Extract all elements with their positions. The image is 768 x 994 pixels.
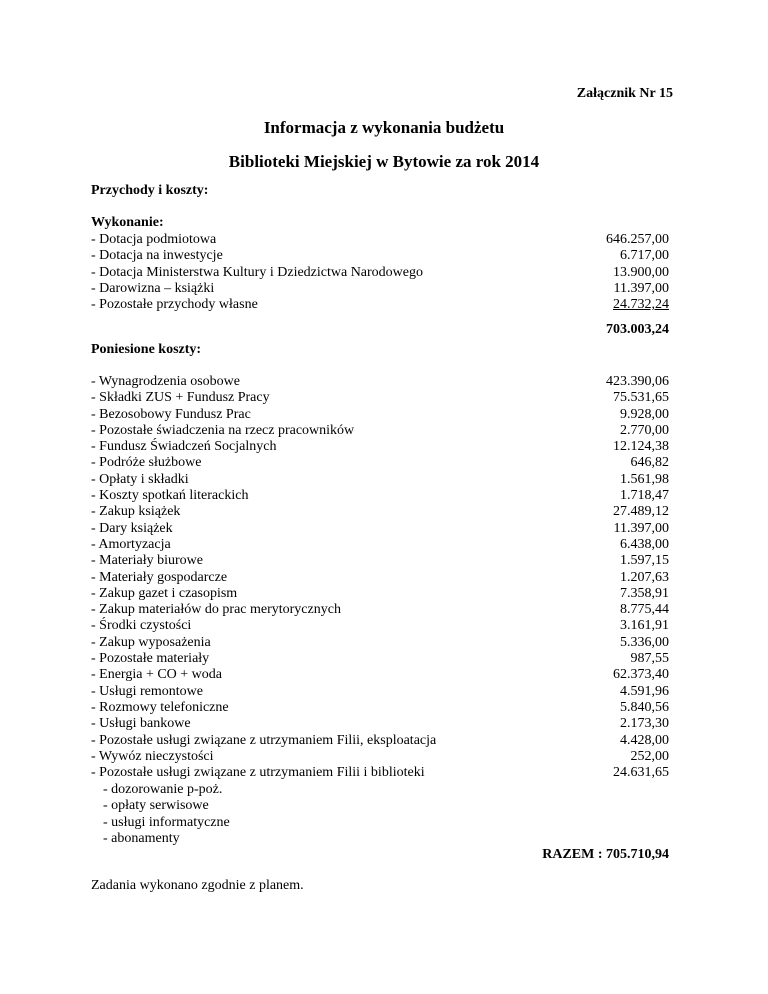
line-item — [91, 521, 669, 537]
line-item-label: - Usługi remontowe — [91, 683, 203, 699]
costs-list — [91, 374, 669, 781]
line-item-amount: 4.591,96 — [620, 683, 669, 699]
line-item-amount: 252,00 — [630, 748, 669, 764]
line-item — [91, 374, 669, 390]
line-item — [91, 684, 669, 700]
line-item-label: - Darowizna – książki — [91, 280, 215, 296]
sub-item — [103, 798, 403, 814]
line-item-amount: 4.428,00 — [620, 732, 669, 748]
sub-item-label: - opłaty serwisowe — [103, 798, 209, 814]
line-item-label: - Wynagrodzenia osobowe — [91, 374, 240, 389]
line-item-amount: 1.718,47 — [620, 488, 669, 504]
line-item — [91, 716, 669, 732]
line-item-label: - Rozmowy telefoniczne — [91, 699, 229, 715]
line-item — [91, 248, 669, 264]
execution-list — [91, 232, 669, 313]
line-item — [91, 700, 669, 716]
line-item-label: - Bezosobowy Fundusz Prac — [91, 406, 251, 422]
line-item — [91, 537, 669, 553]
line-item — [91, 586, 669, 602]
line-item — [91, 733, 669, 749]
line-item-amount: 646.257,00 — [606, 232, 669, 247]
line-item-amount: 24.631,65 — [613, 765, 669, 781]
line-item-label: - Dary książek — [91, 520, 173, 536]
line-item-label: - Wywóz nieczystości — [91, 748, 214, 764]
line-item — [91, 635, 669, 651]
line-item-label: - Koszty spotkań literackich — [91, 488, 249, 504]
line-item-label: - Zakup gazet i czasopism — [91, 585, 238, 601]
execution-heading: Wykonanie: — [91, 215, 164, 230]
line-item-label: - Dotacja Ministerstwa Kultury i Dziedzictwa Narodowego — [91, 264, 424, 280]
line-item-amount: 987,55 — [630, 651, 669, 667]
line-item-amount: 6.717,00 — [620, 248, 669, 264]
line-item-label: - Pozostałe usługi związane z utrzymaniem Filii, eksploatacja — [91, 732, 437, 748]
line-item — [91, 297, 669, 313]
line-item-amount: 75.531,65 — [613, 390, 669, 406]
line-item — [91, 651, 669, 667]
line-item-label: - Opłaty i składki — [91, 471, 189, 487]
line-item-amount: 24.732,24 — [613, 297, 669, 313]
line-item-amount: 12.124,38 — [613, 439, 669, 455]
line-item — [91, 390, 669, 406]
line-item-label: - Energia + CO + woda — [91, 667, 223, 683]
line-item — [91, 439, 669, 455]
line-item-amount: 1.597,15 — [620, 553, 669, 569]
line-item-label: - Składki ZUS + Fundusz Pracy — [91, 390, 270, 406]
line-item-label: - Pozostałe przychody własne — [91, 297, 258, 313]
line-item-label: - Fundusz Świadczeń Socjalnych — [91, 439, 277, 455]
line-item-label: - Pozostałe materiały — [91, 651, 210, 667]
document-subtitle: Biblioteki Miejskiej w Bytowie za rok 2014 — [228, 152, 540, 171]
line-item-amount: 2.173,30 — [620, 716, 669, 732]
line-item-amount: 8.775,44 — [620, 602, 669, 618]
line-item — [91, 618, 669, 634]
costs-heading: Poniesione koszty: — [91, 342, 202, 357]
line-item-amount: 27.489,12 — [613, 504, 669, 520]
line-item-label: - Zakup książek — [91, 504, 181, 520]
line-item-label: - Pozostałe usługi związane z utrzymaniem Filii i biblioteki — [91, 765, 425, 781]
line-item — [91, 407, 669, 423]
sub-item — [103, 831, 403, 847]
line-item-label: - Amortyzacja — [91, 536, 171, 552]
line-item — [91, 570, 669, 586]
line-item-amount: 9.928,00 — [620, 406, 669, 422]
grand-total: RAZEM : 705.710,94 — [542, 847, 669, 862]
costs-subitems-list — [103, 782, 403, 847]
line-item-amount: 13.900,00 — [613, 264, 669, 280]
footer-note: Zadania wykonano zgodnie z planem. — [91, 878, 304, 893]
line-item-amount: 11.397,00 — [613, 520, 669, 536]
sub-item-label: - abonamenty — [103, 830, 180, 846]
line-item — [91, 749, 669, 765]
line-item-amount: 646,82 — [630, 455, 669, 471]
line-item-amount: 423.390,06 — [606, 374, 669, 389]
line-item-amount: 2.770,00 — [620, 422, 669, 438]
line-item — [91, 667, 669, 683]
line-item-label: - Podróże służbowe — [91, 455, 202, 471]
line-item — [91, 765, 669, 781]
line-item — [91, 472, 669, 488]
line-item-label: - Dotacja podmiotowa — [91, 232, 217, 247]
line-item — [91, 602, 669, 618]
line-item — [91, 553, 669, 569]
line-item-amount: 3.161,91 — [620, 618, 669, 634]
line-item-amount: 7.358,91 — [620, 585, 669, 601]
line-item-amount: 62.373,40 — [613, 667, 669, 683]
line-item — [91, 488, 669, 504]
line-item — [91, 232, 669, 248]
line-item-label: - Zakup materiałów do prac merytorycznych — [91, 602, 341, 618]
sub-item — [103, 782, 403, 798]
line-item — [91, 281, 669, 297]
line-item-label: - Pozostałe świadczenia na rzecz pracowników — [91, 422, 355, 438]
sub-item — [103, 815, 403, 831]
line-item — [91, 455, 669, 471]
line-item-label: - Dotacja na inwestycje — [91, 248, 223, 264]
line-item-label: - Środki czystości — [91, 618, 192, 634]
line-item-amount: 6.438,00 — [620, 536, 669, 552]
line-item-amount: 5.336,00 — [620, 634, 669, 650]
line-item — [91, 423, 669, 439]
line-item-amount: 11.397,00 — [613, 280, 669, 296]
document-title: Informacja z wykonania budżetu — [263, 118, 505, 137]
line-item-amount: 1.207,63 — [620, 569, 669, 585]
line-item — [91, 265, 669, 281]
line-item-label: - Usługi bankowe — [91, 716, 191, 732]
line-item-label: - Materiały biurowe — [91, 553, 203, 569]
execution-total: 703.003,24 — [606, 322, 669, 337]
line-item-amount: 5.840,56 — [620, 699, 669, 715]
sub-item-label: - dozorowanie p-poż. — [103, 782, 223, 797]
line-item-label: - Zakup wyposażenia — [91, 634, 211, 650]
annex-label: Załącznik Nr 15 — [576, 86, 673, 101]
sub-item-label: - usługi informatyczne — [103, 814, 230, 830]
line-item-amount: 1.561,98 — [620, 471, 669, 487]
line-item-label: - Materiały gospodarcze — [91, 569, 228, 585]
line-item — [91, 504, 669, 520]
section-heading-income-costs: Przychody i koszty: — [91, 183, 209, 198]
